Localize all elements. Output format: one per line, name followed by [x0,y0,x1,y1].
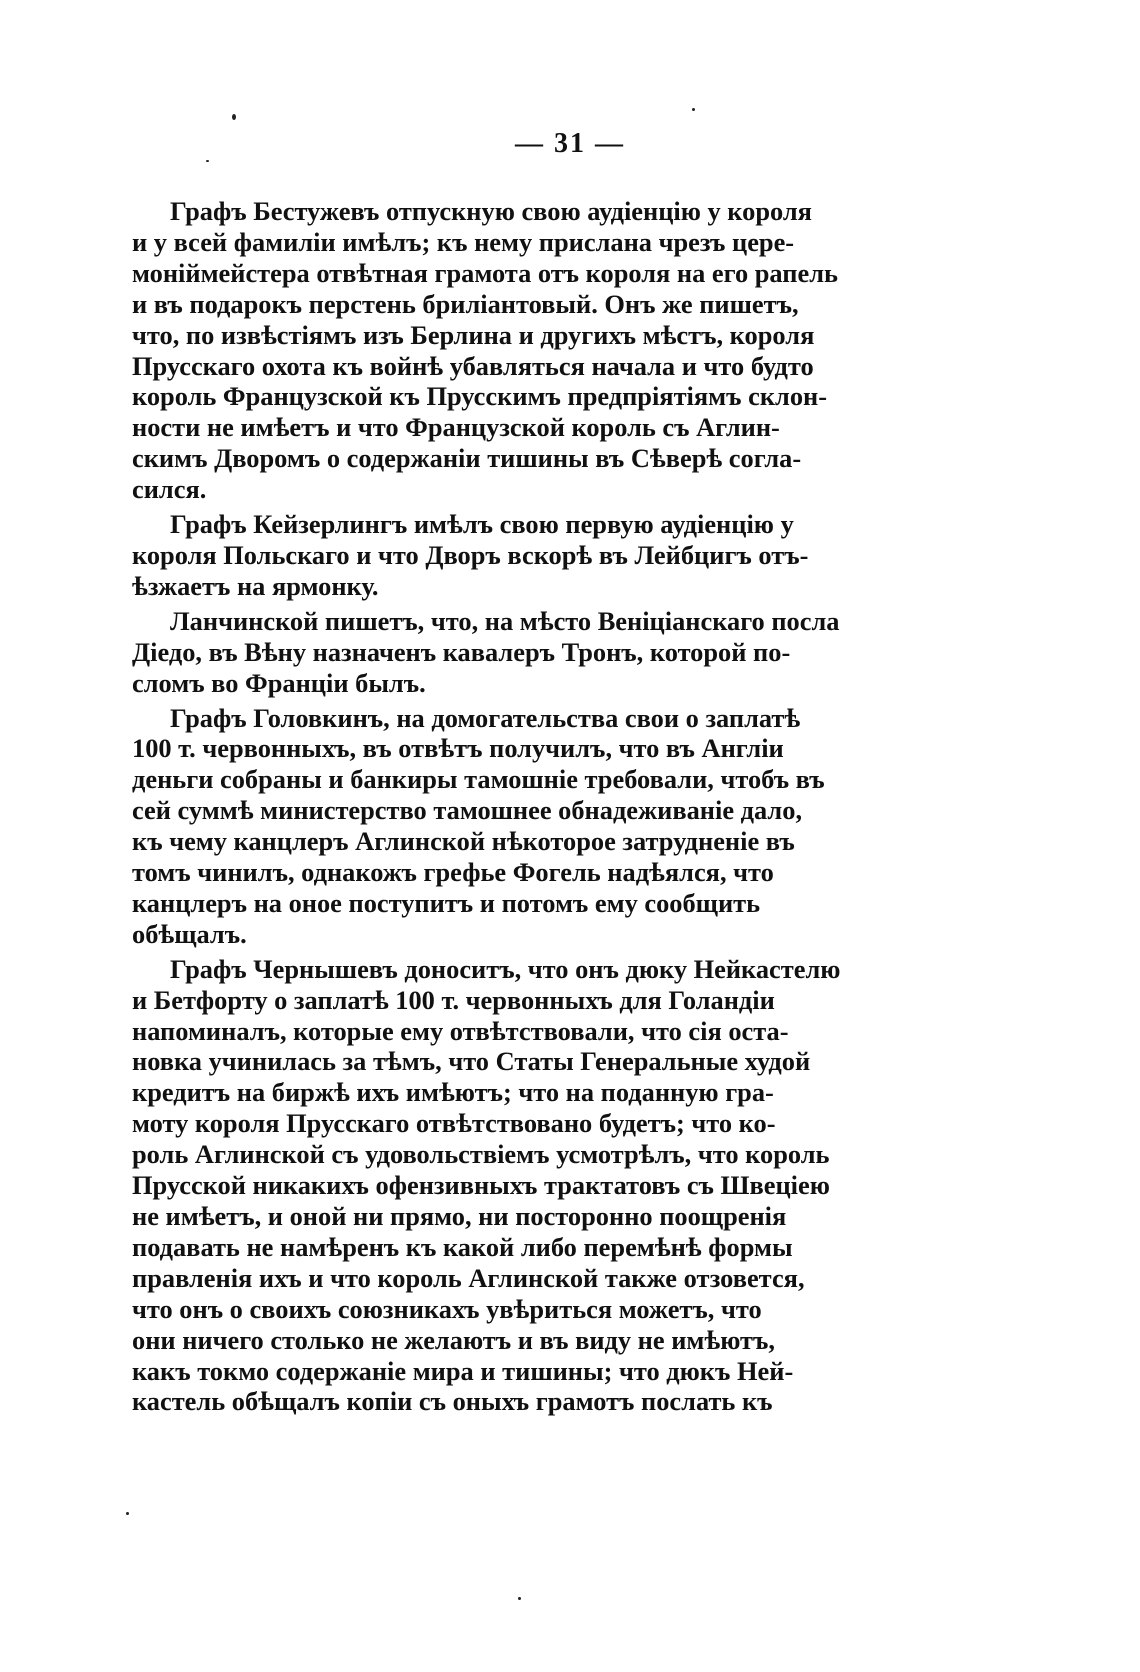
print-speck [232,114,236,120]
text-line: не имѣетъ, и оной ни прямо, ни посторонно поощренія [132,1201,787,1231]
text-line: новка учинилась за тѣмъ, что Статы Генеральные худой [132,1046,811,1077]
text-line: напоминалъ, которые ему отвѣтствовали, что сія оста- [132,1015,789,1046]
text-line: и Бетфорту о заплатѣ 100 т. червонныхъ для Голандіи [132,984,775,1015]
text-line: кредитъ на биржѣ ихъ имѣютъ; что на поданную гра- [132,1077,774,1108]
body-text [132,196,934,1421]
text-line: что, по извѣстіямъ изъ Берлина и другихъ мѣстъ, короля [132,319,815,350]
text-line: правленія ихъ и что король Аглинской также отзовется, [132,1262,805,1293]
text-line: король Французской къ Прусскимъ предпріятіямъ склон- [132,381,828,412]
print-speck [206,160,209,162]
text-line: деньги собраны и банкиры тамошніе требовали, чтобъ въ [132,764,825,795]
page-number: — 31 — [515,128,625,159]
text-line: какъ токмо содержаніе мира и тишины; что дюкъ Ней- [132,1355,794,1386]
text-line: Графъ Кейзерлингъ имѣлъ свою первую аудіенцію у [170,509,794,540]
text-line: Прусской никакихъ офензивныхъ трактатовъ съ Швеціею [132,1170,830,1201]
text-line: сей суммѣ министерство тамошнее обнадеживаніе дало, [132,795,803,826]
text-line: кастель обѣщалъ копіи съ оныхъ грамотъ послать къ [132,1386,773,1417]
text-line: они ничего столько не желаютъ и въ виду не имѣютъ, [132,1324,775,1355]
text-line: Ланчинской пишетъ, что, на мѣсто Веніціанскаго посла [170,605,840,636]
text-line: обѣщалъ. [132,918,247,949]
text-line: Графъ Головкинъ, на домогательства свои о заплатѣ [170,702,801,733]
paragraph [132,703,934,950]
text-line: что онъ о своихъ союзникахъ увѣриться можетъ, что [132,1293,762,1324]
text-line: канцлеръ на оное поступитъ и потомъ ему сообщить [132,887,761,918]
paragraph [132,509,934,602]
text-line: Графъ Чернышевъ доноситъ, что онъ дюку Нейкастелю [170,953,841,984]
text-line: и въ подарокъ перстень бриліантовый. Онъ же пишетъ, [132,288,799,319]
text-line: моніймейстера отвѣтная грамота отъ короля на его рапель [132,257,838,288]
print-speck [126,1512,129,1515]
text-line: къ чему канцлеръ Аглинской нѣкоторое затрудненіе въ [132,826,795,857]
print-speck [692,108,695,111]
text-line: Діедо, въ Вѣну назначенъ кавалеръ Тронъ, которой по- [132,636,791,667]
text-line: 100 т. червонныхъ, въ отвѣтъ получилъ, что въ Англіи [132,733,784,764]
text-line: моту короля Прусскаго отвѣтствовано будетъ; что ко- [132,1108,776,1139]
text-line: подавать не намѣренъ къ какой либо перемѣнѣ формы [132,1231,793,1262]
paragraph [132,196,934,505]
text-line: и у всей фамиліи имѣлъ; къ нему прислана чрезъ цере- [132,226,795,257]
text-line: Прусскаго охота къ войнѣ убавляться начала и что будто [132,350,814,381]
paragraph [132,954,934,1418]
print-speck [518,1597,521,1600]
text-line: ѣзжаетъ на ярмонку. [132,570,379,601]
text-line: скимъ Дворомъ о содержаніи тишины въ Сѣверѣ согла- [132,443,802,474]
paragraph [132,606,934,699]
text-line: сился. [132,474,207,505]
text-line: томъ чинилъ, однакожъ грефье Фогель надѣялся, что [132,857,774,888]
text-line: Графъ Бестужевъ отпускную свою аудіенцію у короля [170,196,812,226]
text-line: короля Польскаго и что Дворъ вскорѣ въ Лейбцигъ отъ- [132,539,809,570]
text-line: роль Аглинской съ удовольствіемъ усмотрѣлъ, что король [132,1139,830,1170]
text-line: ности не имѣетъ и что Французской король съ Аглин- [132,412,780,443]
text-line: сломъ во Франціи былъ. [132,667,426,698]
